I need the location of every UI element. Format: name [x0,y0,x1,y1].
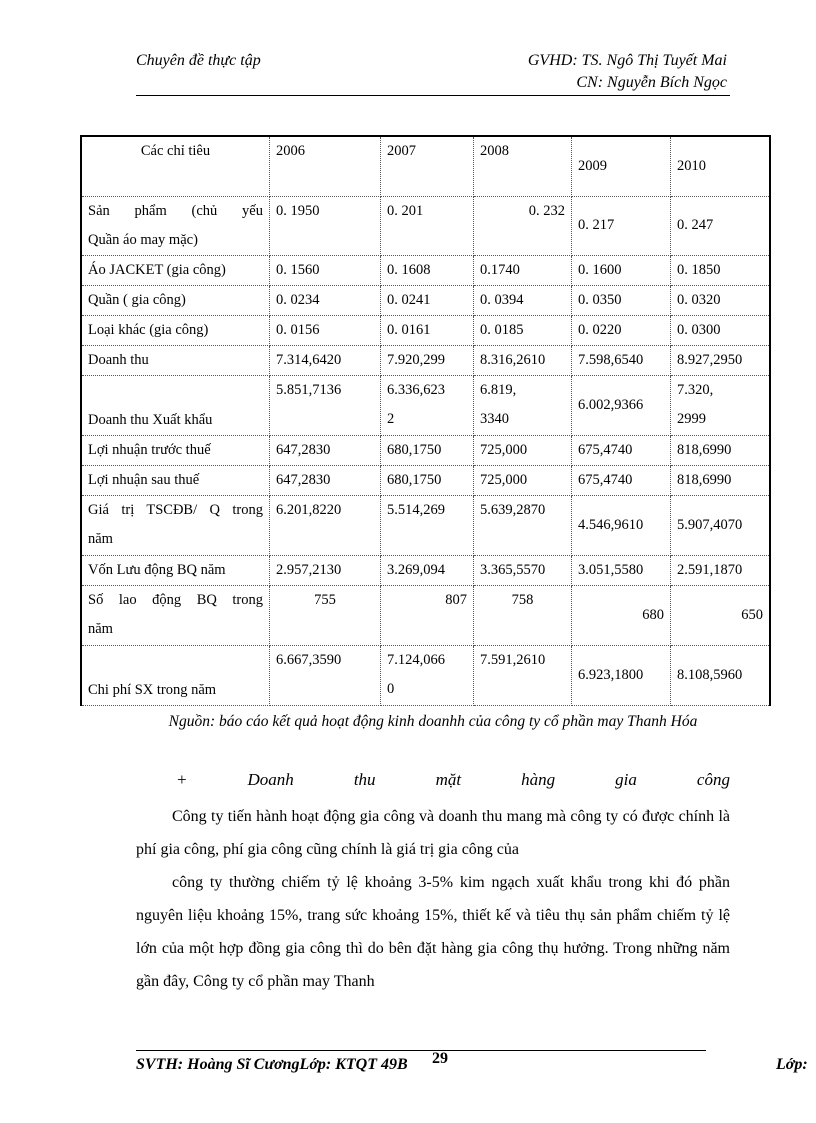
row-label-line: Số lao động BQ trong [88,592,263,608]
subheading-word: thu [353,770,376,789]
table-cell: 725,000 [474,435,572,465]
row-label: Quần ( gia công) [81,285,270,315]
row-label: Doanh thu Xuất khẩu [81,375,270,435]
subheading-word: gia [615,770,637,789]
table-cell: 6.923,1800 [572,645,671,705]
table-cell: 0. 232 [474,196,572,255]
statistics-table [80,135,771,706]
table-cell: 0. 0220 [572,315,671,345]
table-row [81,495,770,555]
table-cell: 0.1740 [474,255,572,285]
cell-line: 0 [387,681,395,697]
table-cell: 6.201,8220 [270,495,381,555]
table-cell: 0. 1560 [270,255,381,285]
cell-line: 7.124,066 [387,652,445,668]
cell-line: 6.819, [480,382,517,398]
table-row [81,375,770,435]
header-instructor: CN: Nguyễn Bích Ngọc [576,74,727,91]
table-source-note: Nguồn: báo cáo kết quả hoạt động kinh doanhh của công ty cổ phần may Thanh Hóa [168,713,698,730]
row-label-line: năm [88,621,113,637]
table-row [81,345,770,375]
row-label [81,495,270,555]
table-cell: 7.598,6540 [572,345,671,375]
subheading-word: mặt [435,770,462,789]
table-cell: 675,4740 [572,465,671,495]
table-cell: 647,2830 [270,435,381,465]
table-cell: 3.365,5570 [474,555,572,585]
row-label: Chi phí SX trong năm [81,645,270,705]
table-cell: 3.051,5580 [572,555,671,585]
table-cell: 0. 0320 [671,285,771,315]
table-cell: 5.851,7136 [270,375,381,435]
header-rule [136,95,730,96]
footer-class-label: Lớp: [776,1056,808,1073]
table-row [81,555,770,585]
cell-line: 2999 [677,411,706,427]
header-left: Chuyên đề thực tập [136,52,261,69]
table-cell: 5.639,2870 [474,495,572,555]
row-label-line: Quần áo may mặc) [88,231,198,248]
table-cell: 5.907,4070 [671,495,771,555]
subheading-word: công [696,770,730,789]
table-cell: 7.314,6420 [270,345,381,375]
table-cell: 807 [381,585,474,645]
subheading-word: + [176,770,188,789]
row-label: Vốn Lưu động BQ năm [81,555,270,585]
row-label: Áo JACKET (gia công) [81,255,270,285]
table-row [81,255,770,285]
table-cell: 0. 0234 [270,285,381,315]
table-cell: 3.269,094 [381,555,474,585]
table-row [81,465,770,495]
footer-student: SVTH: Hoàng Sĩ CươngLớp: KTQT 49B [136,1056,408,1073]
table-cell: 0. 1600 [572,255,671,285]
column-header-2007: 2007 [381,136,474,196]
table-cell: 7.920,299 [381,345,474,375]
page-number: 29 [432,1050,448,1067]
table-row [81,285,770,315]
header-supervisor: GVHD: TS. Ngô Thị Tuyết Mai [527,52,727,69]
table-cell: 725,000 [474,465,572,495]
table-cell: 0. 1850 [671,255,771,285]
table-cell: 0. 201 [381,196,474,255]
table-cell: 0. 0161 [381,315,474,345]
table-cell: 680 [572,585,671,645]
table-cell: 0. 247 [671,196,771,255]
table-cell: 2.957,2130 [270,555,381,585]
table-cell: 0. 0394 [474,285,572,315]
table-cell: 680,1750 [381,435,474,465]
table-cell: 818,6990 [671,435,771,465]
column-header-2008: 2008 [474,136,572,196]
table-cell: 758 [474,585,572,645]
table-cell: 8.316,2610 [474,345,572,375]
table-cell: 0. 0350 [572,285,671,315]
table-cell [671,375,771,435]
row-label-line: Sản phẩm (chủ yếu [88,202,263,219]
subheading-word: hàng [521,770,556,789]
row-label-line: Giá trị TSCĐB/ Q trong [88,502,263,518]
table-row [81,435,770,465]
row-label: Lợi nhuận trước thuế [81,435,270,465]
table-cell [381,375,474,435]
column-header-2010: 2010 [671,136,771,196]
body-paragraph: Công ty tiến hành hoạt động gia công và doanh thu mang mà công ty có được chính là phí gia công, phí gia công cũng chính là giá trị gia công của [136,808,730,858]
table-cell: 0. 0241 [381,285,474,315]
table-cell: 7.591,2610 [474,645,572,705]
cell-line: 6.336,623 [387,382,445,398]
row-label [81,585,270,645]
body-paragraph: công ty thường chiếm tỷ lệ khoảng 3-5% kim ngạch xuất khẩu trong khi đó phần nguyên liệu khoảng 15%, trang sức khoảng 15%, thiết kế và tiêu thụ sản phẩm chiếm tỷ lệ lớn của một hợp đồng gia công thì do bên đặt hàng gia công thụ hưởng. Trong những năm gần đây, Công ty cổ phần may Thanh [136,874,730,990]
table-cell: 0. 1608 [381,255,474,285]
table-cell: 8.108,5960 [671,645,771,705]
cell-line: 7.320, [677,382,714,398]
row-label-line: năm [88,531,113,547]
table-cell: 8.927,2950 [671,345,771,375]
table-cell: 2.591,1870 [671,555,771,585]
footer-rule [136,1050,706,1051]
row-label: Doanh thu [81,345,270,375]
column-header-2009: 2009 [572,136,671,196]
section-subheading [136,770,730,790]
table-cell: 6.667,3590 [270,645,381,705]
table-cell: 0. 1950 [270,196,381,255]
table-row [81,196,770,255]
table-cell: 0. 0156 [270,315,381,345]
table-cell [381,645,474,705]
cell-line: 3340 [480,411,509,427]
table-cell: 0. 0185 [474,315,572,345]
table-cell: 0. 0300 [671,315,771,345]
table-cell: 755 [270,585,381,645]
table-row [81,585,770,645]
table-cell: 675,4740 [572,435,671,465]
table-cell: 680,1750 [381,465,474,495]
subheading-word: Doanh [247,770,294,789]
row-label: Lợi nhuận sau thuế [81,465,270,495]
table-row [81,315,770,345]
row-label [81,196,270,255]
table-cell: 4.546,9610 [572,495,671,555]
table-row [81,645,770,705]
column-header-criteria: Các chỉ tiêu [81,136,270,196]
table-cell: 647,2830 [270,465,381,495]
table-header-row [81,136,770,196]
table-cell: 650 [671,585,771,645]
table-cell [474,375,572,435]
table-cell: 6.002,9366 [572,375,671,435]
row-label: Loại khác (gia công) [81,315,270,345]
table-cell: 0. 217 [572,196,671,255]
table-cell: 5.514,269 [381,495,474,555]
cell-line: 2 [387,411,395,427]
table-cell: 818,6990 [671,465,771,495]
column-header-2006: 2006 [270,136,381,196]
